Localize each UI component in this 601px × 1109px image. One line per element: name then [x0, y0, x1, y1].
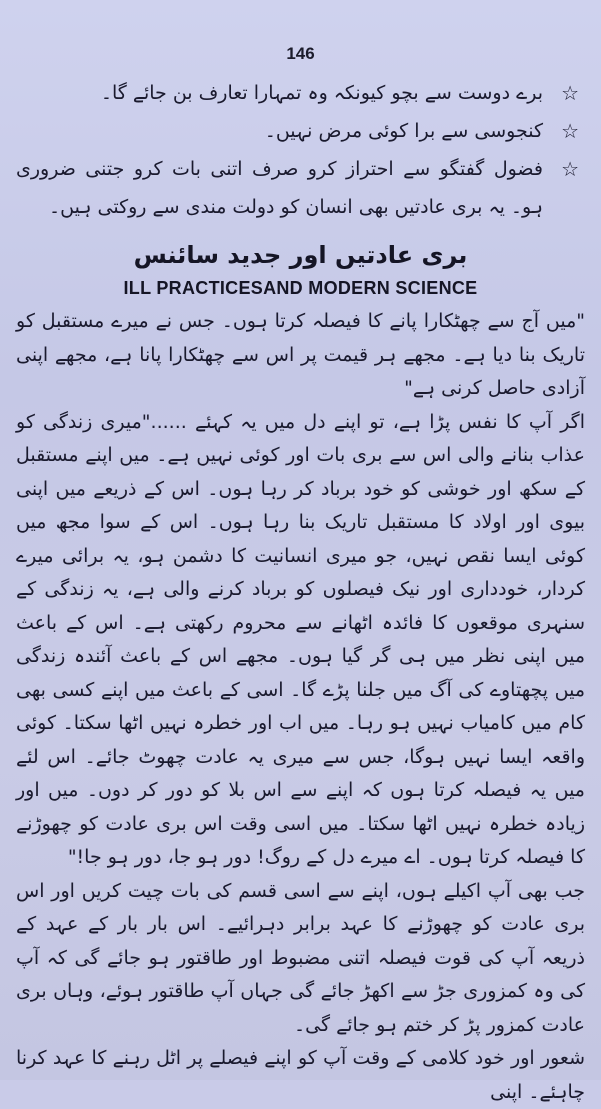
paragraph: شعور اور خود کلامی کے وقت آپ کو اپنے فیصلے پر اٹل رہنے کا عہد کرنا چاہئے۔ اپنی	[16, 1047, 585, 1103]
bullet-text: فضول گفتگو سے احتراز کرو صرف اتنی بات کرو جتنی ضروری ہو۔ یہ بری عادتیں بھی انسان کو دولت مندی سے روکتی ہیں۔	[16, 158, 543, 218]
bullet-text: کنجوسی سے برا کوئی مرض نہیں۔	[264, 120, 543, 142]
bullet-text: برے دوست سے بچو کیونکہ وہ تمہارا تعارف بن جائے گا۔	[100, 82, 543, 104]
paragraph: اگر آپ کا نفس پڑا ہے، تو اپنے دل میں یہ کہئے ......"میری زندگی کو عذاب بنانے والی اس سے بری بات اور کوئی نہیں ہے۔ میں اپنے مستقبل کے سکھ اور خوشی کو خود برباد کر رہا ہوں۔ اس کے ذریعے میں اپنی بیوی اور اولاد کا مستقبل تاریک بنا رہا ہوں۔ اس کے سوا مجھ میں کوئی ایسا نقص نہیں، جو میری انسانیت کا دشمن ہو، یہ برائی میرے کردار، خودداری اور نیک فیصلوں کو برباد کرنے والی ہے، یہ زندگی کے سنہری موقعوں کا فائدہ اٹھانے سے محروم رکھتی ہے۔ اس کے باعث میں اپنی نظر میں ہی گر گیا ہوں۔ مجھے اس کے باعث آئندہ زندگی میں پچھتاوے کی آگ میں جلنا پڑے گا۔ اسی کے باعث میں اپنے کسی بھی کام میں کامیاب نہیں ہو رہا۔ میں اب اور خطرہ نہیں اٹھا سکتا۔ کوئی واقعہ ایسا نہیں ہوگا، جس سے میری یہ عادت چھوٹ جائے۔ اس لئے میں یہ فیصلہ کرتا ہوں کہ اپنے سے اس بلا کو دور کر دوں۔ میں اور زیادہ خطرہ نہیں اٹھا سکتا۔ میں اسی وقت اس بری عادت کو چھوڑنے کا فیصلہ کرتا ہوں۔ اے میرے دل کے روگ! دور ہو جا، دور ہو جا!"	[16, 410, 585, 868]
section-heading-urdu: بری عادتیں اور جدید سائنس	[133, 241, 468, 269]
bullet-list	[16, 74, 585, 226]
section-heading-english: ILL PRACTICESAND MODERN SCIENCE	[123, 278, 478, 298]
page-number: 146	[286, 44, 315, 63]
star-icon: ☆	[561, 119, 579, 143]
bullet-item	[16, 150, 585, 226]
bullet-item	[16, 74, 585, 112]
bullet-item	[16, 112, 585, 150]
paragraph: جب بھی آپ اکیلے ہوں، اپنے سے اسی قسم کی بات چیت کریں اور اس بری عادت کو چھوڑنے کا عہد برابر دہرائیے۔ اس بار بار کے عہد کے ذریعہ آپ کی قوت فیصلہ اتنی مضبوط اور طاقتور ہو جائے گی کہ آپ کی وہ کمزوری جڑ سے اکھڑ جائے گی جہاں آپ طاقتور ہوئے، وہاں بری عادت کمزور پڑ کر ختم ہو جائے گی۔	[16, 879, 585, 1036]
star-icon: ☆	[561, 157, 579, 181]
paragraph: "میں آج سے چھٹکارا پانے کا فیصلہ کرتا ہوں۔ جس نے میرے مستقبل کو تاریک بنا دیا ہے۔ مجھے ہر قیمت پر اس سے چھٹکارا پانا ہے، مجھے اپنی آزادی حاصل کرنی ہے"	[16, 310, 585, 399]
page-content	[16, 74, 585, 1109]
star-icon: ☆	[561, 81, 579, 105]
